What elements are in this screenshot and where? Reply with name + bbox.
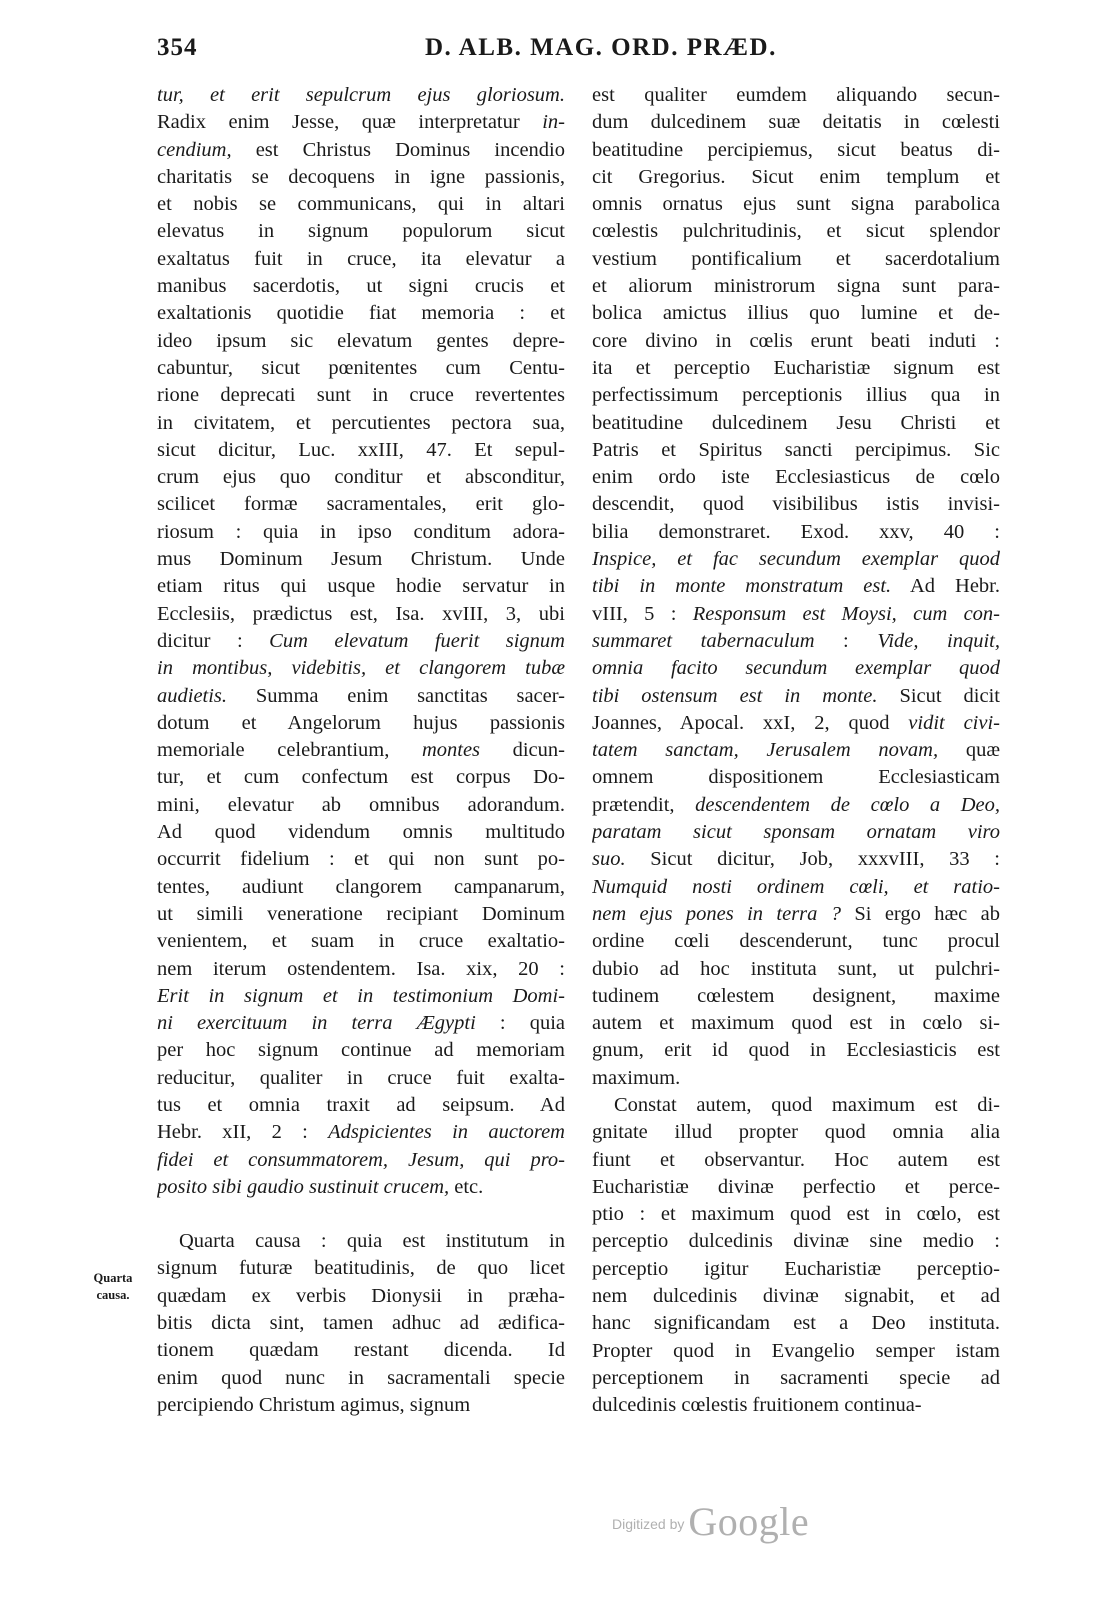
roman-text: Ad quod videndum omnis multitudo	[157, 821, 565, 844]
text-line	[157, 164, 565, 191]
text-line	[592, 137, 1000, 164]
roman-text: Summa enim sanctitas sacer-	[227, 684, 565, 707]
text-line	[592, 1310, 1000, 1337]
text-line	[592, 1065, 1000, 1092]
roman-text: dum dulcedinem suæ deitatis in cœlesti	[592, 111, 1000, 134]
text-line	[157, 519, 565, 546]
text-line	[157, 218, 565, 245]
text-line	[157, 683, 565, 710]
roman-text: Quarta causa : quia est institutum in	[179, 1230, 565, 1253]
roman-text: perceptio dulcedinis divinæ sine medio :	[592, 1230, 1000, 1253]
text-line	[592, 983, 1000, 1010]
text-line	[592, 874, 1000, 901]
text-line	[592, 764, 1000, 791]
text-line	[592, 1392, 1000, 1419]
text-line	[157, 1310, 565, 1337]
roman-text: :	[814, 629, 878, 652]
text-line	[157, 137, 565, 164]
text-line	[592, 246, 1000, 273]
text-line	[157, 764, 565, 791]
italic-text: summaret tabernaculum	[592, 629, 815, 652]
italic-text: tatem sanctam, Jerusalem novam,	[592, 739, 939, 762]
text-line	[592, 273, 1000, 300]
roman-text: Joannes, Apocal. xxI, 2, quod	[592, 711, 909, 734]
italic-text: suo.	[592, 848, 626, 871]
roman-text: cœlestis pulchritudinis, et sicut splendor	[592, 220, 1000, 243]
italic-text: in-	[542, 111, 565, 134]
roman-text: Constat autem, quod maximum est di-	[614, 1093, 1000, 1116]
text-line	[592, 109, 1000, 136]
text-line	[157, 328, 565, 355]
text-line	[592, 1201, 1000, 1228]
roman-text: Sicut dicitur, Job, xxxvIII, 33 :	[625, 848, 1000, 871]
text-line	[592, 410, 1000, 437]
margin-note-line: causa.	[96, 1288, 130, 1302]
text-line	[157, 1119, 565, 1146]
text-line	[592, 928, 1000, 955]
roman-text: mini, elevatur ab omnibus adorandum.	[157, 793, 565, 816]
watermark-prefix: Digitized by	[612, 1516, 685, 1532]
roman-text: est qualiter eumdem aliquando secun-	[592, 84, 1000, 106]
roman-text: perceptio igitur Eucharistiæ perceptio-	[592, 1257, 1000, 1280]
roman-text: etiam ritus qui usque hodie servatur in	[157, 575, 565, 598]
roman-text: omnem dispositionem Ecclesiasticam	[592, 766, 1000, 789]
text-line	[592, 82, 1000, 109]
text-line	[592, 655, 1000, 682]
text-line	[157, 628, 565, 655]
roman-text: etc.	[449, 1175, 484, 1198]
text-line	[157, 464, 565, 491]
italic-text: descendentem de cœlo a Deo,	[695, 793, 1000, 816]
text-line	[592, 164, 1000, 191]
roman-text: est Christus Dominus incendio	[231, 138, 565, 161]
text-line	[157, 246, 565, 273]
italic-text: fidei et consummatorem, Jesum, qui pro-	[157, 1148, 565, 1171]
roman-text: cabuntur, sicut pœnitentes cum Centu-	[157, 356, 565, 379]
text-line	[157, 601, 565, 628]
roman-text: sicut dicitur, Luc. xxIII, 47. Et sepul-	[157, 438, 565, 461]
text-line	[157, 82, 565, 109]
roman-text: signum futuræ beatitudinis, de quo licet	[157, 1257, 565, 1280]
roman-text: ita et perceptio Eucharistiæ signum est	[592, 356, 1000, 379]
italic-text: Inspice, et fac secundum exemplar quod	[592, 548, 1000, 571]
text-line	[592, 1010, 1000, 1037]
text-line	[157, 737, 565, 764]
roman-text: vestium pontificalium et sacerdotalium	[592, 247, 1000, 270]
italic-text: Adspicientes in auctorem	[328, 1121, 565, 1144]
roman-text: tionem quædam restant dicenda. Id	[157, 1339, 565, 1362]
text-line	[592, 218, 1000, 245]
text-line	[157, 1365, 565, 1392]
roman-text: rione deprecati sunt in cruce revertentes	[157, 384, 565, 407]
roman-text: ordine cœli descenderunt, tunc procul	[592, 930, 1000, 953]
italic-text: tur, et erit sepulcrum ejus gloriosum.	[157, 84, 565, 106]
text-line	[157, 1392, 565, 1419]
text-line	[157, 1037, 565, 1064]
italic-text: vidit civi-	[908, 711, 1000, 734]
text-line	[592, 846, 1000, 873]
text-line	[157, 928, 565, 955]
roman-text: Hebr. xII, 2 :	[157, 1121, 329, 1144]
italic-text: ni exercituum in terra Ægypti	[157, 1012, 476, 1035]
text-line	[157, 655, 565, 682]
roman-text: bitis dicta sint, tamen adhuc ad ædifica-	[157, 1312, 565, 1335]
roman-text: manibus sacerdotis, ut signi crucis et	[157, 275, 565, 298]
roman-text: ut simili veneratione recipiant Dominum	[157, 902, 565, 925]
roman-text: reducitur, qualiter in cruce fuit exalta-	[157, 1066, 565, 1089]
roman-text: elevatus in signum populorum sicut	[157, 220, 565, 243]
roman-text: et nobis se communicans, qui in altari	[157, 193, 565, 216]
text-line	[157, 1147, 565, 1174]
roman-text: vIII, 5 :	[592, 602, 693, 625]
text-line	[592, 792, 1000, 819]
text-line	[592, 1256, 1000, 1283]
text-line	[157, 573, 565, 600]
text-line	[592, 573, 1000, 600]
roman-text: exaltationis quotidie fiat memoria : et	[157, 302, 565, 325]
left-column	[157, 82, 565, 1419]
roman-text: Patris et Spiritus sancti percipimus. Sic	[592, 438, 1000, 461]
italic-text: omnia facito secundum exemplar quod	[592, 657, 1000, 680]
google-logo: Google	[688, 1499, 810, 1544]
roman-text: Sicut dicit	[877, 684, 1000, 707]
roman-text: prætendit,	[592, 793, 696, 816]
roman-text: omnis ornatus ejus sunt signa parabolica	[592, 193, 1000, 216]
text-line	[157, 109, 565, 136]
roman-text: perfectissimum perceptionis illius qua in	[592, 384, 1000, 407]
right-column	[592, 82, 1000, 1420]
roman-text: core divino in cœlis erunt beati induti :	[592, 329, 1000, 352]
text-line	[592, 1147, 1000, 1174]
text-line	[592, 1119, 1000, 1146]
text-line	[592, 519, 1000, 546]
italic-text: tibi in monte monstratum est.	[592, 575, 892, 598]
text-line	[157, 382, 565, 409]
text-line	[157, 355, 565, 382]
italic-text: audietis.	[157, 684, 228, 707]
text-line	[592, 491, 1000, 518]
text-line	[157, 956, 565, 983]
text-line	[592, 819, 1000, 846]
italic-text: cendium,	[157, 138, 232, 161]
roman-text: Propter quod in Evangelio semper istam	[592, 1339, 1000, 1362]
roman-text: hanc significandam est a Deo instituta.	[592, 1312, 1000, 1335]
text-line	[157, 846, 565, 873]
text-line	[157, 819, 565, 846]
text-line	[592, 328, 1000, 355]
italic-text: Erit in signum et in testimonium Domi-	[157, 984, 565, 1007]
text-line	[592, 382, 1000, 409]
text-line	[157, 874, 565, 901]
text-line	[157, 1283, 565, 1310]
text-line	[157, 983, 565, 1010]
roman-text: mus Dominum Jesum Christum. Unde	[157, 548, 565, 571]
roman-text: et aliorum ministrorum signa sunt para-	[592, 275, 1000, 298]
italic-text: in montibus, videbitis, et clangorem tubæ	[157, 657, 565, 680]
text-line	[157, 300, 565, 327]
italic-text: montes	[421, 739, 481, 762]
roman-text: ptio : et maximum quod est in cœlo, est	[592, 1203, 1000, 1226]
text-line	[592, 191, 1000, 218]
text-line	[592, 901, 1000, 928]
digitized-watermark	[612, 1498, 809, 1545]
text-line	[157, 1174, 565, 1201]
roman-text: nem dulcedinis divinæ signabit, et ad	[592, 1285, 1000, 1308]
text-line	[592, 956, 1000, 983]
running-head: D. ALB. MAG. ORD. PRÆD.	[425, 34, 777, 61]
roman-text: quæ	[938, 739, 1000, 762]
margin-note-line: Quarta	[93, 1271, 133, 1285]
roman-text: quædam ex verbis Dionysii in præha-	[157, 1284, 565, 1307]
roman-text: tudinem cœlestem designent, maxime	[592, 984, 1000, 1007]
roman-text: ideo ipsum sic elevatum gentes depre-	[157, 329, 565, 352]
roman-text: occurrit fidelium : et qui non sunt po-	[157, 848, 565, 871]
text-line	[592, 683, 1000, 710]
text-line	[157, 410, 565, 437]
roman-text: scilicet formæ sacramentales, erit glo-	[157, 493, 565, 516]
italic-text: tibi ostensum est in monte.	[592, 684, 878, 707]
italic-text: Numquid nosti ordinem cœli, et ratio-	[592, 875, 1000, 898]
roman-text: riosum : quia in ipso conditum adora-	[157, 520, 565, 543]
roman-text: Si ergo hæc ab	[841, 902, 1000, 925]
roman-text: tentes, audiunt clangorem campanarum,	[157, 875, 565, 898]
roman-text: dulcedinis cœlestis fruitionem continua-	[592, 1394, 922, 1417]
roman-text: gnum, erit id quod in Ecclesiasticis est	[592, 1039, 1000, 1062]
italic-text: paratam sicut sponsam ornatam viro	[592, 821, 1000, 844]
margin-note	[82, 1270, 144, 1304]
text-line	[592, 1092, 1000, 1119]
text-line	[157, 1092, 565, 1119]
roman-text: crum ejus quo conditur et absconditur,	[157, 466, 565, 489]
text-line	[592, 737, 1000, 764]
roman-text: autem et maximum quod est in cœlo si-	[592, 1012, 1000, 1035]
roman-text: perceptionem in sacramenti specie ad	[592, 1366, 1000, 1389]
text-line	[592, 1283, 1000, 1310]
text-line	[592, 1037, 1000, 1064]
italic-text: posito sibi gaudio sustinuit crucem,	[157, 1175, 450, 1198]
roman-text: enim ordo iste Ecclesiasticus de cœlo	[592, 466, 1000, 489]
roman-text: bolica amictus illius quo lumine et de-	[592, 302, 1000, 325]
paragraph-gap	[157, 1201, 565, 1228]
text-line	[157, 491, 565, 518]
italic-text: nem ejus pones in terra ?	[592, 902, 842, 925]
roman-text: tur, et cum confectum est corpus Do-	[157, 766, 565, 789]
roman-text: nem iterum ostendentem. Isa. xix, 20 :	[157, 957, 565, 980]
roman-text: bilia demonstraret. Exod. xxv, 40 :	[592, 520, 1000, 543]
text-line	[157, 901, 565, 928]
roman-text: in civitatem, et percutientes pectora sua,	[157, 411, 565, 434]
text-line	[157, 1337, 565, 1364]
text-line	[157, 1010, 565, 1037]
italic-text: Cum elevatum fuerit signum	[269, 629, 565, 652]
roman-text: Ad Hebr.	[891, 575, 1000, 598]
roman-text: cit Gregorius. Sicut enim templum et	[592, 165, 1000, 188]
text-line	[592, 355, 1000, 382]
text-line	[592, 464, 1000, 491]
roman-text: memoriale celebrantium,	[157, 739, 422, 762]
text-line	[592, 601, 1000, 628]
text-line	[157, 792, 565, 819]
roman-text: venientem, et suam in cruce exaltatio-	[157, 930, 565, 953]
roman-text: exaltatus fuit in cruce, ita elevatur a	[157, 247, 565, 270]
italic-text: Responsum est Moysi, cum con-	[692, 602, 1000, 625]
roman-text: dicun-	[480, 739, 565, 762]
roman-text: charitatis se decoquens in igne passionis,	[157, 165, 565, 188]
roman-text: enim quod nunc in sacramentali specie	[157, 1366, 565, 1389]
roman-text: Ecclesiis, prædictus est, Isa. xvIII, 3, ubi	[157, 602, 565, 625]
text-line	[592, 1338, 1000, 1365]
text-line	[592, 628, 1000, 655]
roman-text: percipiendo Christum agimus, signum	[157, 1393, 471, 1416]
text-line	[157, 1228, 565, 1255]
roman-text: Radix enim Jesse, quæ interpretatur	[157, 111, 543, 134]
roman-text: beatitudine percipiemus, sicut beatus di-	[592, 138, 1000, 161]
page-number: 354	[157, 34, 198, 61]
text-line	[592, 710, 1000, 737]
text-line	[157, 273, 565, 300]
text-line	[157, 546, 565, 573]
text-line	[157, 1065, 565, 1092]
text-line	[157, 1255, 565, 1282]
text-line	[592, 437, 1000, 464]
text-line	[592, 1228, 1000, 1255]
roman-text: maximum.	[592, 1066, 681, 1089]
roman-text: descendit, quod visibilibus istis invisi-	[592, 493, 1000, 516]
text-line	[157, 191, 565, 218]
roman-text: dotum et Angelorum hujus passionis	[157, 711, 565, 734]
roman-text: beatitudine dulcedinem Jesu Christi et	[592, 411, 1000, 434]
text-line	[157, 710, 565, 737]
roman-text: : quia	[475, 1012, 565, 1035]
roman-text: per hoc signum continue ad memoriam	[157, 1039, 565, 1062]
roman-text: gnitate illud propter quod omnia alia	[592, 1121, 1000, 1144]
text-line	[592, 1365, 1000, 1392]
roman-text: dicitur :	[157, 629, 270, 652]
roman-text: Eucharistiæ divinæ perfectio et perce-	[592, 1175, 1000, 1198]
roman-text: tus et omnia traxit ad seipsum. Ad	[157, 1093, 565, 1116]
italic-text: Vide, inquit,	[877, 629, 1000, 652]
text-line	[592, 1174, 1000, 1201]
text-line	[157, 437, 565, 464]
roman-text: fiunt et observantur. Hoc autem est	[592, 1148, 1000, 1171]
text-line	[592, 546, 1000, 573]
text-line	[592, 300, 1000, 327]
roman-text: dubio ad hoc instituta sunt, ut pulchri-	[592, 957, 1000, 980]
